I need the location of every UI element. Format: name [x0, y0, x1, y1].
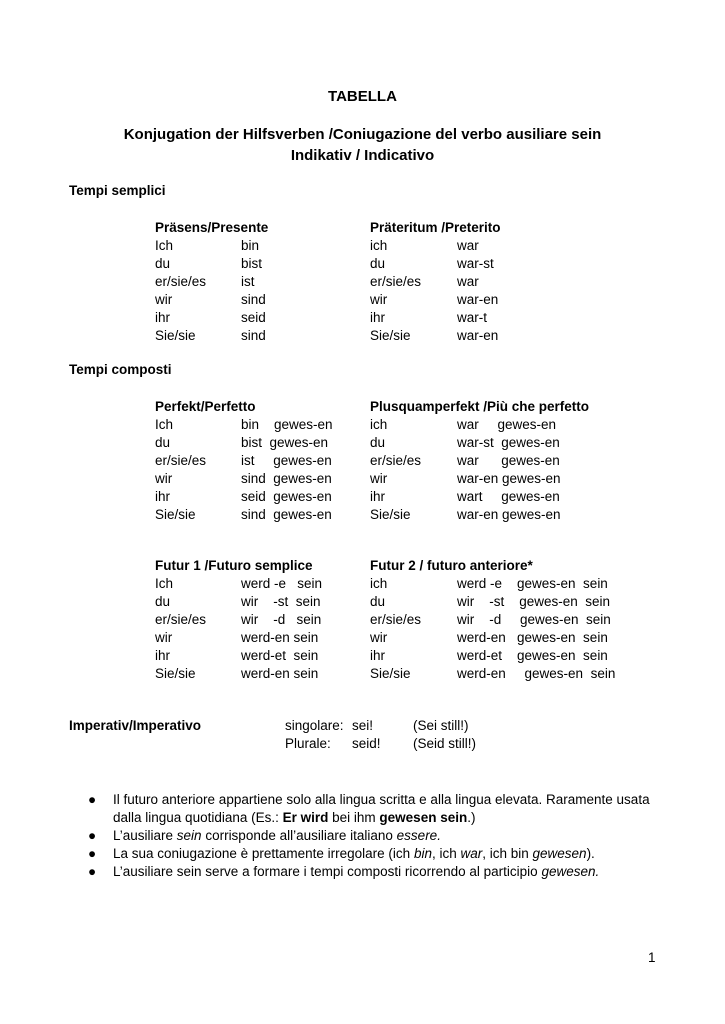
preterite-pronoun: ihr — [370, 310, 386, 325]
pluperfect-pronoun: wir — [370, 471, 388, 486]
future1-header: Futur 1 /Futuro semplice — [155, 558, 313, 573]
pluperfect-form: war gewes-en — [457, 453, 560, 468]
preterite-pronoun: du — [370, 256, 386, 271]
perfect-form: sind gewes-en — [241, 507, 332, 522]
notes-list — [88, 791, 658, 881]
note-text: , ich — [431, 846, 461, 861]
future1-pronoun: wir — [155, 630, 173, 645]
list-item — [88, 827, 658, 845]
future2-pronoun: wir — [370, 630, 388, 645]
perfect-pronoun: ihr — [155, 489, 171, 504]
preterite-pronoun: er/sie/es — [370, 274, 422, 289]
future2-pronoun: ich — [370, 576, 388, 591]
preterite-form: war-en — [457, 328, 499, 343]
perfect-form: sind gewes-en — [241, 471, 332, 486]
pluperfect-form: war gewes-en — [457, 417, 557, 432]
preterite-form: war-t — [457, 310, 487, 325]
future1-pronoun: Sie/sie — [155, 666, 196, 681]
pluperfect-pronoun: Sie/sie — [370, 507, 411, 522]
perfect-pronoun: wir — [155, 471, 173, 486]
note-text: , ich bin — [482, 846, 533, 861]
preterite-pronoun: ich — [370, 238, 388, 253]
future1-form: werd-et sein — [241, 648, 319, 663]
note-text: corrisponde all’ausiliare italiano — [201, 828, 397, 843]
preterite-form: war-en — [457, 292, 499, 307]
note-italic: sein — [176, 828, 202, 843]
perfect-form: bin gewes-en — [241, 417, 333, 432]
imperative-number: singolare: — [285, 718, 344, 733]
note-text: Il futuro anteriore appartiene solo alla lingua scritta e alla lingua elevata. Raramente usata dalla lingua quotidiana (Es.: — [113, 792, 650, 825]
imperative-label: Imperativ/Imperativo — [69, 718, 202, 733]
future2-pronoun: er/sie/es — [370, 612, 422, 627]
preterite-pronoun: Sie/sie — [370, 328, 411, 343]
document-title: TABELLA — [328, 88, 397, 105]
present-form: sind — [241, 328, 266, 343]
note-italic: gewesen — [532, 846, 587, 861]
future2-form: werd-en gewes-en sein — [457, 630, 608, 645]
note-italic: bin — [413, 846, 432, 861]
future2-form: wir -st gewes-en sein — [457, 594, 611, 609]
preterite-form: war — [457, 238, 479, 253]
future2-header: Futur 2 / futuro anteriore* — [370, 558, 533, 573]
page-number: 1 — [648, 950, 656, 965]
pluperfect-form: war-en gewes-en — [457, 507, 561, 522]
section-simple-tenses: Tempi semplici — [69, 183, 166, 198]
imperative-example: (Sei still!) — [413, 718, 469, 733]
future2-form: wir -d gewes-en sein — [457, 612, 611, 627]
present-pronoun: ihr — [155, 310, 171, 325]
bullet-icon: ● — [88, 792, 97, 807]
present-pronoun: Ich — [155, 238, 174, 253]
present-form: ist — [241, 274, 255, 289]
perfect-form: ist gewes-en — [241, 453, 332, 468]
future1-form: wir -st sein — [241, 594, 321, 609]
pluperfect-pronoun: ihr — [370, 489, 386, 504]
note-italic: essere. — [396, 828, 441, 843]
future1-form: werd-en sein — [241, 630, 319, 645]
bullet-icon: ● — [88, 828, 97, 843]
perfect-pronoun: du — [155, 435, 171, 450]
future1-form: werd -e sein — [241, 576, 323, 591]
future1-form: wir -d sein — [241, 612, 322, 627]
present-pronoun: Sie/sie — [155, 328, 196, 343]
pluperfect-header: Plusquamperfekt /Più che perfetto — [370, 399, 590, 414]
perfect-pronoun: er/sie/es — [155, 453, 207, 468]
future2-form: werd-et gewes-en sein — [457, 648, 608, 663]
pluperfect-form: war-st gewes-en — [457, 435, 560, 450]
imperative-number: Plurale: — [285, 736, 331, 751]
pluperfect-form: war-en gewes-en — [457, 471, 561, 486]
note-text: L’ausiliare — [113, 828, 177, 843]
future1-pronoun: du — [155, 594, 171, 609]
list-item — [88, 791, 658, 827]
future2-pronoun: du — [370, 594, 386, 609]
present-pronoun: du — [155, 256, 171, 271]
present-form: bist — [241, 256, 263, 271]
note-italic: gewesen. — [541, 864, 600, 879]
future1-form: werd-en sein — [241, 666, 319, 681]
mood-heading: Indikativ / Indicativo — [290, 147, 435, 164]
preterite-header: Präteritum /Preterito — [370, 220, 501, 235]
present-form: seid — [241, 310, 266, 325]
pluperfect-pronoun: du — [370, 435, 386, 450]
present-form: bin — [241, 238, 260, 253]
pluperfect-pronoun: er/sie/es — [370, 453, 422, 468]
list-item — [88, 863, 658, 881]
perfect-pronoun: Sie/sie — [155, 507, 196, 522]
section-compound-tenses: Tempi composti — [69, 362, 172, 377]
preterite-pronoun: wir — [370, 292, 388, 307]
imperative-form: seid! — [352, 736, 381, 751]
pluperfect-form: wart gewes-en — [457, 489, 560, 504]
present-pronoun: wir — [155, 292, 173, 307]
perfect-header: Perfekt/Perfetto — [155, 399, 256, 414]
note-italic: war — [460, 846, 483, 861]
list-item — [88, 845, 658, 863]
note-text: ). — [586, 846, 595, 861]
preterite-form: war — [457, 274, 479, 289]
present-form: sind — [241, 292, 266, 307]
note-text: bei ihm — [328, 810, 380, 825]
imperative-form: sei! — [352, 718, 374, 733]
note-bold: Er wird — [282, 810, 329, 825]
future2-pronoun: Sie/sie — [370, 666, 411, 681]
perfect-form: seid gewes-en — [241, 489, 332, 504]
perfect-pronoun: Ich — [155, 417, 174, 432]
future1-pronoun: ihr — [155, 648, 171, 663]
imperative-example: (Seid still!) — [413, 736, 477, 751]
future2-form: werd -e gewes-en sein — [457, 576, 608, 591]
future2-pronoun: ihr — [370, 648, 386, 663]
preterite-form: war-st — [457, 256, 494, 271]
present-pronoun: er/sie/es — [155, 274, 207, 289]
present-header: Präsens/Presente — [155, 220, 269, 235]
future1-pronoun: Ich — [155, 576, 174, 591]
note-text: La sua coniugazione è prettamente irregolare (ich — [113, 846, 414, 861]
document-subtitle: Konjugation der Hilfsverben /Coniugazione del verbo ausiliare sein — [123, 126, 602, 143]
note-text: .) — [467, 810, 476, 825]
note-text: L’ausiliare sein serve a formare i tempi composti ricorrendo al participio — [113, 864, 542, 879]
future2-form: werd-en gewes-en sein — [457, 666, 616, 681]
note-bold: gewesen sein — [379, 810, 468, 825]
future1-pronoun: er/sie/es — [155, 612, 207, 627]
bullet-icon: ● — [88, 846, 97, 861]
pluperfect-pronoun: ich — [370, 417, 388, 432]
perfect-form: bist gewes-en — [241, 435, 329, 450]
bullet-icon: ● — [88, 864, 97, 879]
